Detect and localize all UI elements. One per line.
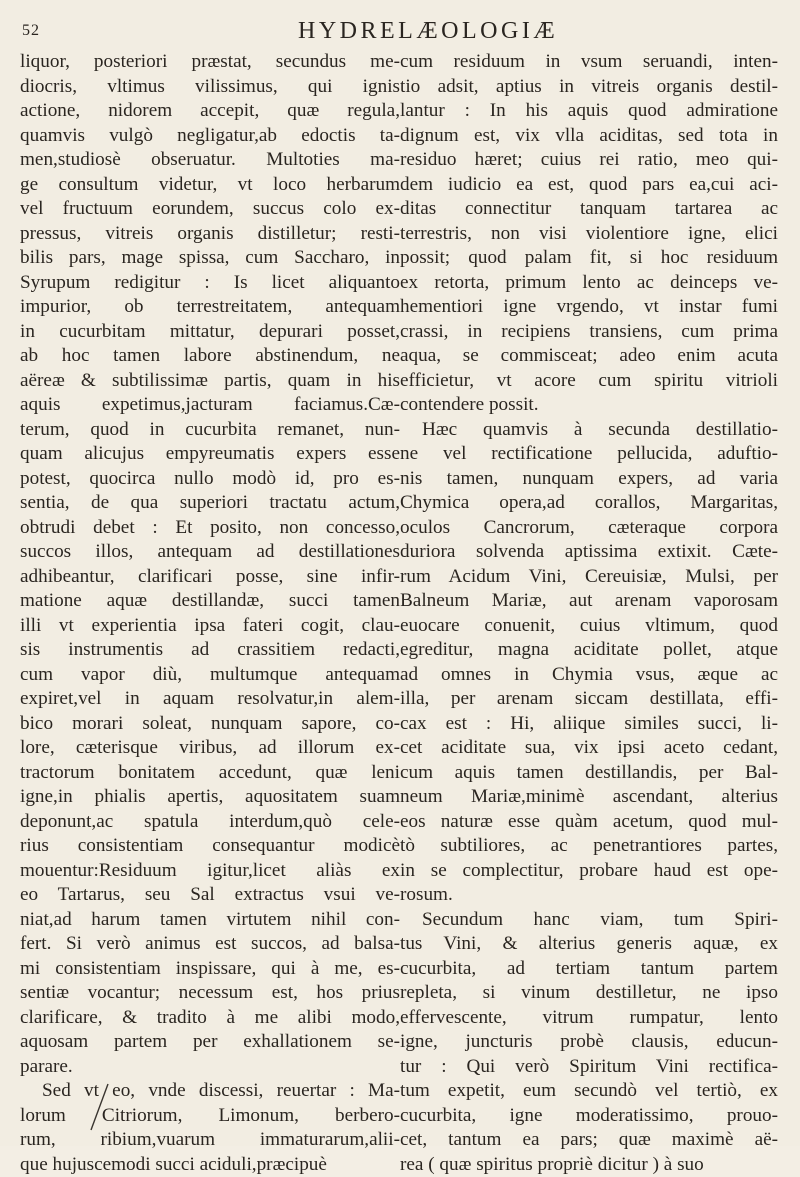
left-column-line: quam alicujus empyreumatis expers esse <box>20 442 400 467</box>
right-column-line: tio adsit, aptius in vitreis organis destil- <box>400 75 778 100</box>
left-column-line: eo Tartarus, seu Sal extractus vsui ve- <box>20 883 400 908</box>
right-column-line: crassi, in recipiens transiens, cum prima <box>400 320 778 345</box>
right-column-line: cucurbita, igne moderatissimo, prouo- <box>400 1104 778 1129</box>
left-column-line: tractorum bonitatem accedunt, quæ leni <box>20 761 400 786</box>
left-column-line: Syrupum redigitur : Is licet aliquanto <box>20 271 400 296</box>
left-column-line: men,studiosè obseruatur. Multoties ma- <box>20 148 400 173</box>
left-column-line: niat,ad harum tamen virtutem nihil con- <box>20 908 400 933</box>
right-column-line: cax est : Hi, aliique similes succi, li- <box>400 712 778 737</box>
right-column-line: tus Vini, & alterius generis aquæ, ex <box>400 932 778 957</box>
right-column-line: Hæc quamvis à secunda destillatio- <box>400 418 778 443</box>
page-header <box>0 18 800 54</box>
left-column-line: vel fructuum eorundem, succus colo ex- <box>20 197 400 222</box>
right-column-line: effervescente, vitrum rumpatur, lento <box>400 1006 778 1031</box>
right-column-line: tò subtiliores, ac penetrantiores partes, <box>400 834 778 859</box>
left-column-line: in cucurbitam mittatur, depurari posset, <box>20 320 400 345</box>
right-column-line: tum expetit, eum secundò vel tertiò, ex <box>400 1079 778 1104</box>
right-column-line: cum aquis tamen destillandis, per Bal- <box>400 761 778 786</box>
right-text-column <box>400 50 778 1177</box>
right-column-line: residuo hæret; cuius rei ratio, meo qui- <box>400 148 778 173</box>
right-column-line: cet, tantum ea pars; quæ maximè aë- <box>400 1128 778 1153</box>
left-column-line: succos illos, antequam ad destillationes <box>20 540 400 565</box>
right-column-line: in se complectitur, probare haud est ope- <box>400 859 778 884</box>
left-column-line: adhibeantur, clarificari posse, sine infir- <box>20 565 400 590</box>
left-column-line: sentiæ vocantur; necessum est, hos prius <box>20 981 400 1006</box>
left-column-line: parare. <box>20 1055 400 1080</box>
left-column-line: lorum Citriorum, Limonum, berbero- <box>20 1104 400 1129</box>
page-number: 52 <box>22 22 40 40</box>
right-column-line: hementiori igne vrgendo, vt instar fumi <box>400 295 778 320</box>
left-column-line: aquosam partem per exhallationem se- <box>20 1030 400 1055</box>
running-title: HYDRELÆOLOGIÆ <box>298 18 558 45</box>
left-column-line: matione aquæ destillandæ, succi tamen <box>20 589 400 614</box>
right-column-line: euocare conuenit, cuius vltimum, quod <box>400 614 778 639</box>
left-column-line: Sed vt eo, vnde discessi, reuertar : Ma- <box>20 1079 400 1104</box>
left-column-line: clarificare, & tradito à me alibi modo, <box>20 1006 400 1031</box>
left-column-line: bico morari soleat, nunquam sapore, co- <box>20 712 400 737</box>
left-column-line: potest, quocirca nullo modò id, pro es- <box>20 467 400 492</box>
right-column-line: lantur : In his aquis quod admiratione <box>400 99 778 124</box>
right-column-line: repleta, si vinum destilletur, ne ipso <box>400 981 778 1006</box>
left-column-line: mi consistentiam inspissare, qui à me, es- <box>20 957 400 982</box>
right-column-line: terrestris, non visi violentiore igne, elici <box>400 222 778 247</box>
left-column-line: ab hoc tamen labore abstinendum, ne <box>20 344 400 369</box>
left-column-line: aquis expetimus,jacturam faciamus.Cæ- <box>20 393 400 418</box>
right-column-line: duriora solvenda aptissima extixit. Cæte- <box>400 540 778 565</box>
left-column-line: cum vapor diù, multumque antequam <box>20 663 400 688</box>
right-column-line: eos naturæ esse quàm acetum, quod mul- <box>400 810 778 835</box>
right-column-line: Secundum hanc viam, tum Spiri- <box>400 908 778 933</box>
left-column-line: rum, ribium,vuarum immaturarum,alii- <box>20 1128 400 1153</box>
right-column-line: illa, per arenam siccam destillata, effi- <box>400 687 778 712</box>
right-column-line: contendere possit. <box>400 393 778 418</box>
right-column-line: igne, juncturis probè clausis, educun- <box>400 1030 778 1055</box>
left-column-line: obtrudi debet : Et posito, non concesso, <box>20 516 400 541</box>
right-column-line: cum residuum in vsum seruandi, inten- <box>400 50 778 75</box>
right-column-line: ex retorta, primum lento ac deinceps ve- <box>400 271 778 296</box>
right-column-line: cucurbita, ad tertiam tantum partem <box>400 957 778 982</box>
right-column-line: ne vel rectificatione pellucida, aduftio- <box>400 442 778 467</box>
right-column-line: aqua, se commisceat; adeo enim acuta <box>400 344 778 369</box>
left-column-line: expiret,vel in aquam resolvatur,in alem- <box>20 687 400 712</box>
right-column-line: neum Mariæ,minimè ascendant, alterius <box>400 785 778 810</box>
left-column-line: terum, quod in cucurbita remanet, nun- <box>20 418 400 443</box>
right-column-line: egreditur, magna aciditate pollet, atque <box>400 638 778 663</box>
right-column-line: nis tamen, nunquam expers, ad varia <box>400 467 778 492</box>
left-column-line: lore, cæterisque viribus, ad illorum ex- <box>20 736 400 761</box>
left-column-line: illi vt experientia ipsa fateri cogit, clau- <box>20 614 400 639</box>
right-column-line: ad omnes in Chymia vsus, æque ac <box>400 663 778 688</box>
right-column-line: rosum. <box>400 883 778 908</box>
right-column-line: ditas connectitur tanquam tartarea ac <box>400 197 778 222</box>
left-column-line: que hujuscemodi succi aciduli,præcipuè <box>20 1153 400 1177</box>
left-column-line: impurior, ob terrestreitatem, antequam <box>20 295 400 320</box>
left-column-line: aëreæ & subtilissimæ partis, quam in his <box>20 369 400 394</box>
left-column-line: pressus, vitreis organis distilletur; resti- <box>20 222 400 247</box>
left-column-line: deponunt,ac spatula interdum,quò cele- <box>20 810 400 835</box>
right-column-line: oculos Cancrorum, cæteraque corpora <box>400 516 778 541</box>
left-column-line: rius consistentiam consequantur modicè <box>20 834 400 859</box>
right-column-line: cet aciditate sua, vix ipsi aceto cedant, <box>400 736 778 761</box>
left-text-column <box>20 50 400 1177</box>
right-column-line: efficietur, vt acore cum spiritu vitrioli <box>400 369 778 394</box>
left-column-line: fert. Si verò animus est succos, ad balsa- <box>20 932 400 957</box>
right-column-line: tur : Qui verò Spiritum Vini rectifica- <box>400 1055 778 1080</box>
right-column-line: possit; quod palam fit, si hoc residuum <box>400 246 778 271</box>
left-column-line: sis instrumentis ad crassitiem redacti, <box>20 638 400 663</box>
left-column-line: bilis pars, mage spissa, cum Saccharo, in <box>20 246 400 271</box>
right-column-line: rum Acidum Vini, Cereuisiæ, Mulsi, per <box>400 565 778 590</box>
left-column-line: quamvis vulgò negligatur,ab edoctis ta- <box>20 124 400 149</box>
left-column-line: diocris, vltimus vilissimus, qui ignis <box>20 75 400 100</box>
right-column-line: dem iudicio ea est, quod pars ea,cui aci- <box>400 173 778 198</box>
left-column-line: mouentur:Residuum igitur,licet aliàs ex <box>20 859 400 884</box>
left-column-line: ge consultum videtur, vt loco herbarum <box>20 173 400 198</box>
stray-pen-mark <box>88 1082 110 1132</box>
right-column-line: dignum est, vix vlla aciditas, sed tota in <box>400 124 778 149</box>
right-column-line: Balneum Mariæ, aut arenam vaporosam <box>400 589 778 614</box>
left-column-line: liquor, posteriori præstat, secundus me- <box>20 50 400 75</box>
right-column-line: Chymica opera,ad corallos, Margaritas, <box>400 491 778 516</box>
right-column-line: rea ( quæ spiritus propriè dicitur ) à suo <box>400 1153 778 1177</box>
left-column-line: sentia, de qua superiori tractatu actum, <box>20 491 400 516</box>
left-column-line: actione, nidorem accepit, quæ regula, <box>20 99 400 124</box>
left-column-line: igne,in phialis apertis, aquositatem suam <box>20 785 400 810</box>
